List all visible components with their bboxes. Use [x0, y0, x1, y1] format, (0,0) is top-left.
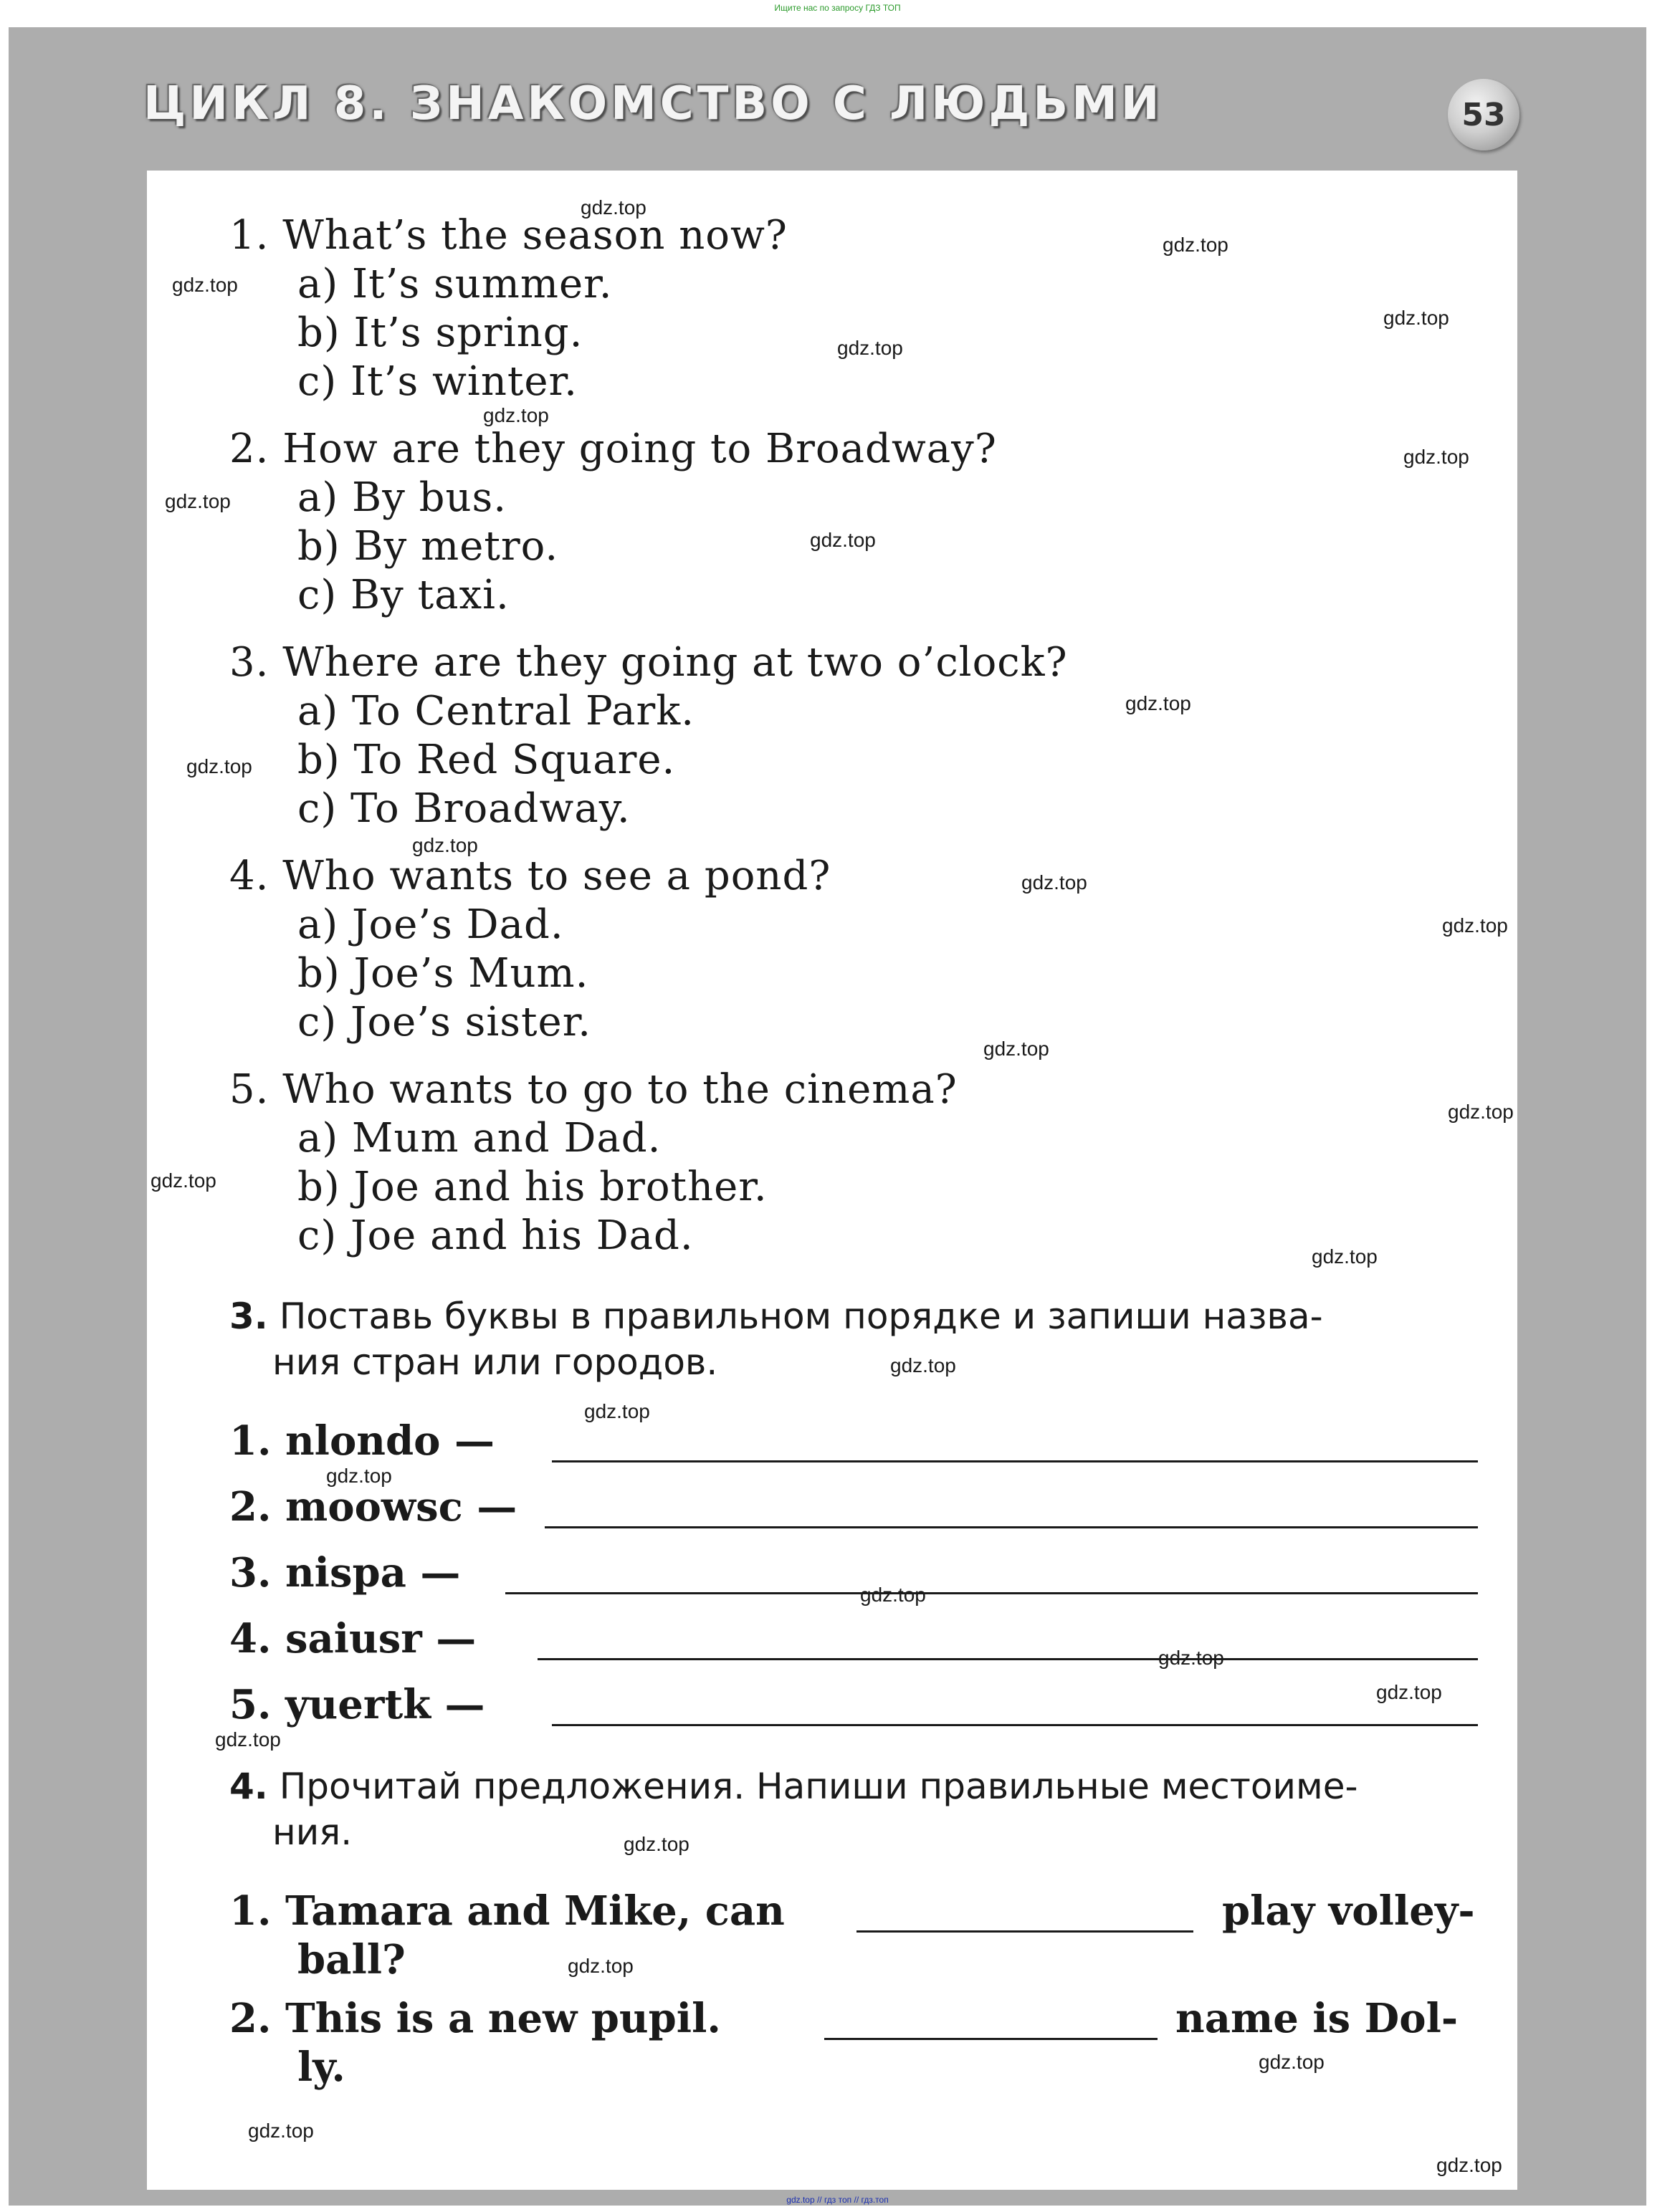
sentence: 1. Tamara and Mike, can — [229, 1887, 785, 1935]
watermark: gdz.top — [1436, 2154, 1502, 2176]
sentence-cont: ball? — [297, 1936, 406, 1983]
scrambled-word: 1. nlondo — — [229, 1417, 495, 1465]
watermark: gdz.top — [1383, 307, 1449, 329]
watermark: gdz.top — [215, 1728, 281, 1751]
watermark: gdz.top — [1021, 871, 1087, 894]
watermark: gdz.top — [581, 196, 646, 219]
watermark: gdz.top — [890, 1354, 956, 1376]
answer-option[interactable]: a) To Central Park. — [297, 688, 695, 734]
watermark: gdz.top — [568, 1955, 634, 1977]
sentence-end: play volley- — [1222, 1887, 1475, 1935]
answer-option[interactable]: b) Joe’s Mum. — [297, 950, 589, 997]
answer-line[interactable] — [505, 1592, 1478, 1594]
watermark: gdz.top — [1312, 1245, 1378, 1268]
watermark: gdz.top — [1376, 1681, 1442, 1703]
answer-line[interactable] — [545, 1526, 1478, 1528]
watermark: gdz.top — [1448, 1101, 1514, 1123]
answer-line[interactable] — [552, 1460, 1478, 1462]
watermark: gdz.top — [165, 490, 231, 512]
page-number: 53 — [1461, 96, 1506, 133]
task-4-instruction: 4. Прочитай предложения. Напиши правильные местоиме- — [229, 1766, 1358, 1807]
answer-option[interactable]: c) Joe’s sister. — [297, 999, 592, 1045]
answer-option[interactable]: a) Mum and Dad. — [297, 1115, 662, 1162]
answer-line[interactable] — [856, 1930, 1193, 1933]
watermark: gdz.top — [1403, 446, 1469, 468]
answer-option[interactable]: c) It’s winter. — [297, 358, 578, 405]
page-title: ЦИКЛ 8. ЗНАКОМСТВО С ЛЮДЬМИ — [143, 77, 1163, 130]
scrambled-word: 2. moowsc — — [229, 1483, 517, 1531]
answer-option[interactable]: c) Joe and his Dad. — [297, 1212, 694, 1259]
sentence-cont: ly. — [297, 2044, 345, 2091]
scrambled-word: 5. yuertk — — [229, 1681, 485, 1728]
scrambled-word: 3. nispa — — [229, 1549, 461, 1596]
answer-line[interactable] — [538, 1658, 1478, 1660]
watermark: gdz.top — [860, 1584, 926, 1606]
worksheet-panel — [147, 171, 1517, 2190]
task-3-instruction: 3. Поставь буквы в правильном порядке и запиши назва- — [229, 1296, 1323, 1337]
watermark: gdz.top — [584, 1400, 650, 1422]
task-3-instruction-cont: ния стран или городов. — [272, 1341, 718, 1383]
scrambled-word: 4. saiusr — — [229, 1615, 477, 1662]
question-text: 4. Who wants to see a pond? — [229, 853, 831, 899]
answer-option[interactable]: c) To Broadway. — [297, 785, 631, 832]
watermark: gdz.top — [1442, 914, 1508, 937]
answer-option[interactable]: a) Joe’s Dad. — [297, 901, 564, 948]
watermark: gdz.top — [172, 274, 238, 296]
answer-option[interactable]: c) By taxi. — [297, 572, 510, 618]
bottom-note: gdz.top // гдз топ // гдз.топ — [786, 2195, 889, 2205]
answer-line[interactable] — [552, 1724, 1478, 1726]
watermark: gdz.top — [151, 1169, 216, 1192]
top-note: Ищите нас по запросу ГДЗ ТОП — [774, 3, 901, 13]
watermark: gdz.top — [1125, 692, 1191, 714]
watermark: gdz.top — [186, 755, 252, 777]
question-text: 2. How are they going to Broadway? — [229, 426, 997, 472]
watermark: gdz.top — [248, 2120, 314, 2142]
question-text: 5. Who wants to go to the cinema? — [229, 1066, 958, 1113]
page-number-badge — [1448, 79, 1519, 150]
answer-option[interactable]: b) To Red Square. — [297, 737, 676, 783]
watermark: gdz.top — [1158, 1647, 1224, 1669]
watermark: gdz.top — [837, 337, 903, 359]
watermark: gdz.top — [1259, 2051, 1325, 2073]
answer-option[interactable]: b) By metro. — [297, 523, 559, 570]
task-4-instruction-cont: ния. — [272, 1811, 353, 1853]
watermark: gdz.top — [810, 529, 876, 551]
answer-option[interactable]: a) It’s summer. — [297, 261, 613, 307]
watermark: gdz.top — [624, 1833, 689, 1855]
watermark: gdz.top — [983, 1038, 1049, 1060]
answer-option[interactable]: b) It’s spring. — [297, 310, 583, 356]
sentence-end: name is Dol- — [1175, 1995, 1459, 2042]
watermark: gdz.top — [483, 404, 549, 426]
answer-option[interactable]: a) By bus. — [297, 474, 507, 521]
answer-line[interactable] — [824, 2038, 1158, 2040]
sentence: 2. This is a new pupil. — [229, 1995, 721, 2042]
answer-option[interactable]: b) Joe and his brother. — [297, 1164, 768, 1210]
watermark: gdz.top — [1163, 234, 1228, 256]
question-text: 1. What’s the season now? — [229, 212, 788, 259]
watermark: gdz.top — [412, 834, 478, 856]
watermark: gdz.top — [326, 1465, 392, 1487]
question-text: 3. Where are they going at two o’clock? — [229, 639, 1068, 686]
